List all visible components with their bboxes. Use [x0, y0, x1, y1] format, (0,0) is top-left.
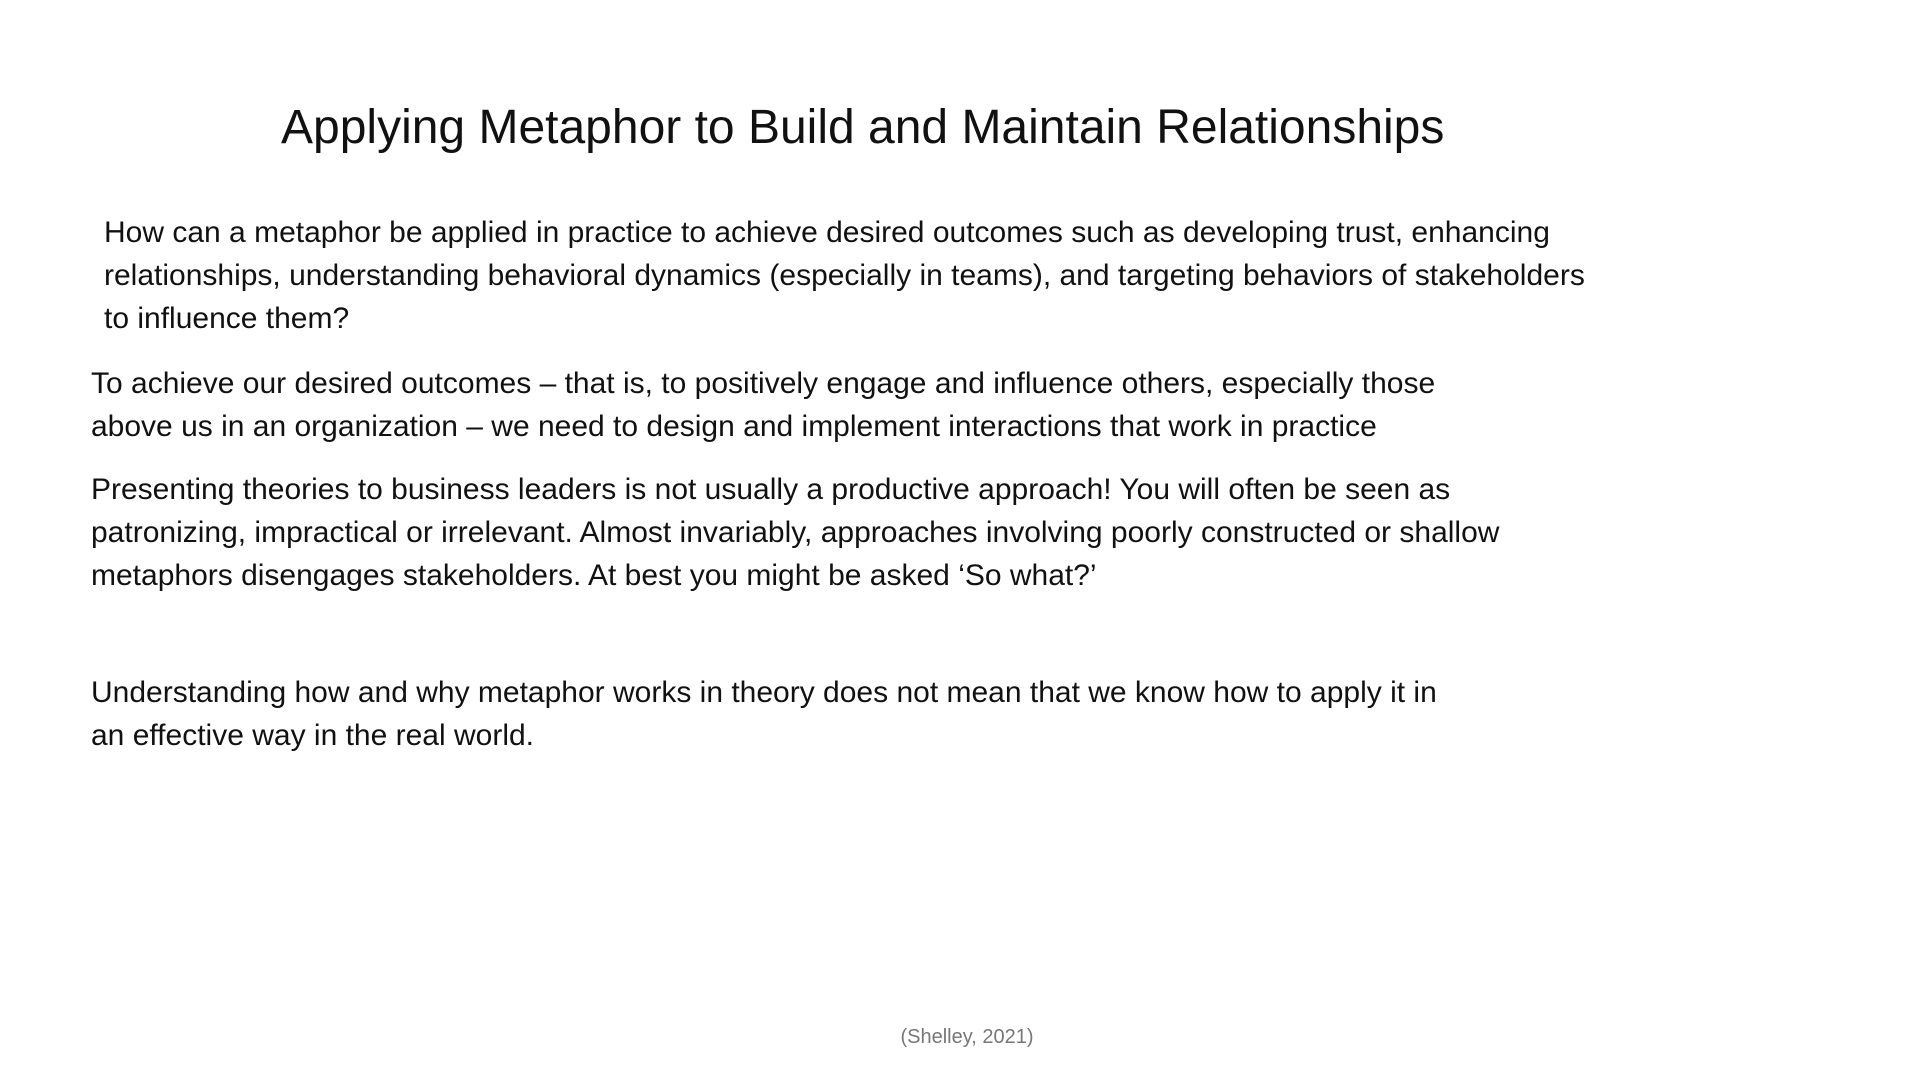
paragraph-line: relationships, understanding behavioral dynamics (especially in teams), and targeting behaviors of stakeholders [104, 259, 1585, 292]
paragraph-line: To achieve our desired outcomes – that is, to positively engage and influence others, especially those [91, 367, 1436, 400]
paragraph-line: Understanding how and why metaphor works in theory does not mean that we know how to apply it in [91, 676, 1437, 709]
application-paragraph [91, 671, 1671, 757]
question-paragraph [104, 211, 1824, 340]
paragraph-line: an effective way in the real world. [91, 719, 535, 752]
paragraph-line: Presenting theories to business leaders is not usually a productive approach! You will often be seen as [91, 473, 1451, 506]
slide-title: Applying Metaphor to Build and Maintain Relationships [281, 101, 1445, 154]
citation: (Shelley, 2021) [900, 1026, 1034, 1048]
paragraph-line: How can a metaphor be applied in practice to achieve desired outcomes such as developing trust, enhancing [104, 216, 1550, 249]
paragraph-line: patronizing, impractical or irrelevant. Almost invariably, approaches involving poorly constructed or shallow [91, 516, 1500, 549]
theories-paragraph [91, 468, 1731, 597]
paragraph-line: above us in an organization – we need to design and implement interactions that work in practice [91, 410, 1377, 443]
outcomes-paragraph [91, 362, 1651, 448]
paragraph-line: to influence them? [104, 302, 350, 335]
paragraph-line: metaphors disengages stakeholders. At best you might be asked ‘So what?’ [91, 559, 1097, 592]
